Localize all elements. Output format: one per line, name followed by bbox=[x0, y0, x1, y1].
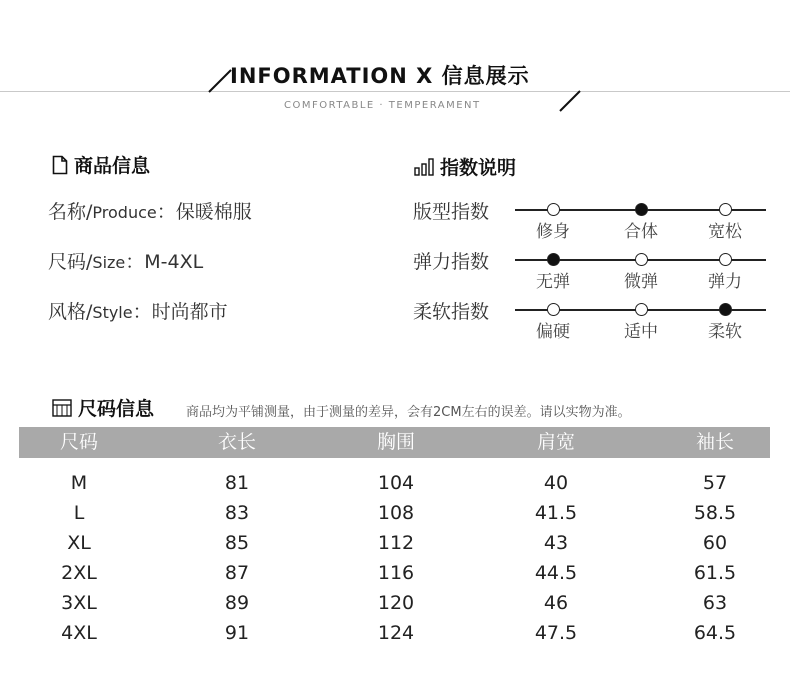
table-cell: 104 bbox=[377, 472, 415, 494]
table-cell: 120 bbox=[377, 592, 415, 614]
table-header-cell: 胸围 bbox=[376, 431, 415, 453]
table-cell: M bbox=[70, 472, 88, 494]
table-cell: 60 bbox=[702, 532, 728, 554]
info-label-en: Style bbox=[92, 303, 133, 322]
product-row-style bbox=[48, 297, 228, 324]
table-cell: 4XL bbox=[61, 622, 97, 644]
index-option: 弹力 bbox=[708, 272, 742, 292]
table-cell: 58.5 bbox=[693, 502, 737, 524]
table-header-cell: 肩宽 bbox=[536, 431, 575, 453]
table-cell: 43 bbox=[543, 532, 569, 554]
index-dot-selected bbox=[547, 253, 560, 266]
table-cell: 112 bbox=[377, 532, 415, 554]
table-row bbox=[19, 588, 770, 618]
table-cell: 85 bbox=[224, 532, 250, 554]
table-header-cell: 尺码 bbox=[59, 431, 98, 453]
index-option: 宽松 bbox=[708, 222, 742, 242]
table-cell: 124 bbox=[377, 622, 415, 644]
table-cell: 3XL bbox=[61, 592, 97, 614]
header-slash-right bbox=[556, 89, 586, 113]
table-cell: XL bbox=[67, 532, 91, 554]
size-info-title: 尺码信息 bbox=[78, 398, 155, 420]
table-row bbox=[19, 528, 770, 558]
table-cell: 81 bbox=[224, 472, 250, 494]
table-row bbox=[19, 498, 770, 528]
index-dot bbox=[635, 303, 648, 316]
info-label: 名称/ bbox=[48, 201, 93, 223]
index-label: 弹力指数 bbox=[413, 251, 490, 273]
product-info-heading bbox=[52, 151, 150, 178]
index-dot-selected bbox=[719, 303, 732, 316]
table-cell: 83 bbox=[224, 502, 250, 524]
table-cell: L bbox=[73, 502, 85, 524]
index-label: 柔软指数 bbox=[413, 301, 490, 323]
info-label: 尺码/ bbox=[48, 251, 93, 273]
document-icon bbox=[52, 155, 68, 175]
table-cell: 87 bbox=[224, 562, 250, 584]
index-option: 偏硬 bbox=[536, 322, 570, 342]
table-cell: 57 bbox=[702, 472, 728, 494]
size-table-header bbox=[19, 427, 770, 458]
table-cell: 61.5 bbox=[693, 562, 737, 584]
table-cell: 116 bbox=[377, 562, 415, 584]
info-value: ：M-4XL bbox=[125, 251, 204, 273]
measurement-note: 商品均为平铺测量，由于测量的差异，会有2CM左右的误差。请以实物为准。 bbox=[186, 405, 631, 420]
page-title: INFORMATION X 信息展示 bbox=[230, 64, 530, 88]
product-row-name bbox=[48, 197, 252, 224]
table-row bbox=[19, 468, 770, 498]
product-info-title: 商品信息 bbox=[74, 155, 151, 177]
info-label-en: Size bbox=[92, 253, 126, 272]
index-dot bbox=[635, 253, 648, 266]
table-cell: 40 bbox=[543, 472, 569, 494]
index-option: 适中 bbox=[624, 322, 658, 342]
table-row bbox=[19, 618, 770, 648]
bar-chart-icon bbox=[414, 158, 434, 176]
index-option: 柔软 bbox=[708, 322, 742, 342]
index-label: 版型指数 bbox=[413, 201, 490, 223]
table-cell: 2XL bbox=[61, 562, 97, 584]
table-cell: 44.5 bbox=[534, 562, 578, 584]
info-label: 风格/ bbox=[48, 301, 93, 323]
table-cell: 46 bbox=[543, 592, 569, 614]
index-heading bbox=[414, 153, 516, 180]
index-dot bbox=[547, 303, 560, 316]
table-cell: 91 bbox=[224, 622, 250, 644]
table-cell: 41.5 bbox=[534, 502, 578, 524]
index-option: 合体 bbox=[624, 222, 658, 242]
page-subtitle: COMFORTABLE · TEMPERAMENT bbox=[284, 100, 481, 111]
index-option: 修身 bbox=[536, 222, 570, 242]
table-cell: 64.5 bbox=[693, 622, 737, 644]
index-dot bbox=[547, 203, 560, 216]
table-cell: 47.5 bbox=[534, 622, 578, 644]
index-dot bbox=[719, 203, 732, 216]
size-info-heading bbox=[52, 394, 154, 421]
table-header-cell: 袖长 bbox=[695, 431, 734, 453]
ruler-grid-icon bbox=[52, 399, 72, 417]
index-dot bbox=[719, 253, 732, 266]
index-dot-selected bbox=[635, 203, 648, 216]
header-divider bbox=[0, 91, 790, 92]
table-row bbox=[19, 558, 770, 588]
index-option: 微弹 bbox=[624, 272, 658, 292]
info-label-en: Produce bbox=[92, 203, 157, 222]
table-header-cell: 衣长 bbox=[217, 431, 256, 453]
index-option: 无弹 bbox=[536, 272, 570, 292]
info-value: ：保暖棉服 bbox=[156, 201, 252, 223]
table-cell: 108 bbox=[377, 502, 415, 524]
product-row-size bbox=[48, 247, 203, 274]
info-value: ：时尚都市 bbox=[132, 301, 228, 323]
index-title: 指数说明 bbox=[440, 157, 517, 179]
table-cell: 89 bbox=[224, 592, 250, 614]
table-cell: 63 bbox=[702, 592, 728, 614]
